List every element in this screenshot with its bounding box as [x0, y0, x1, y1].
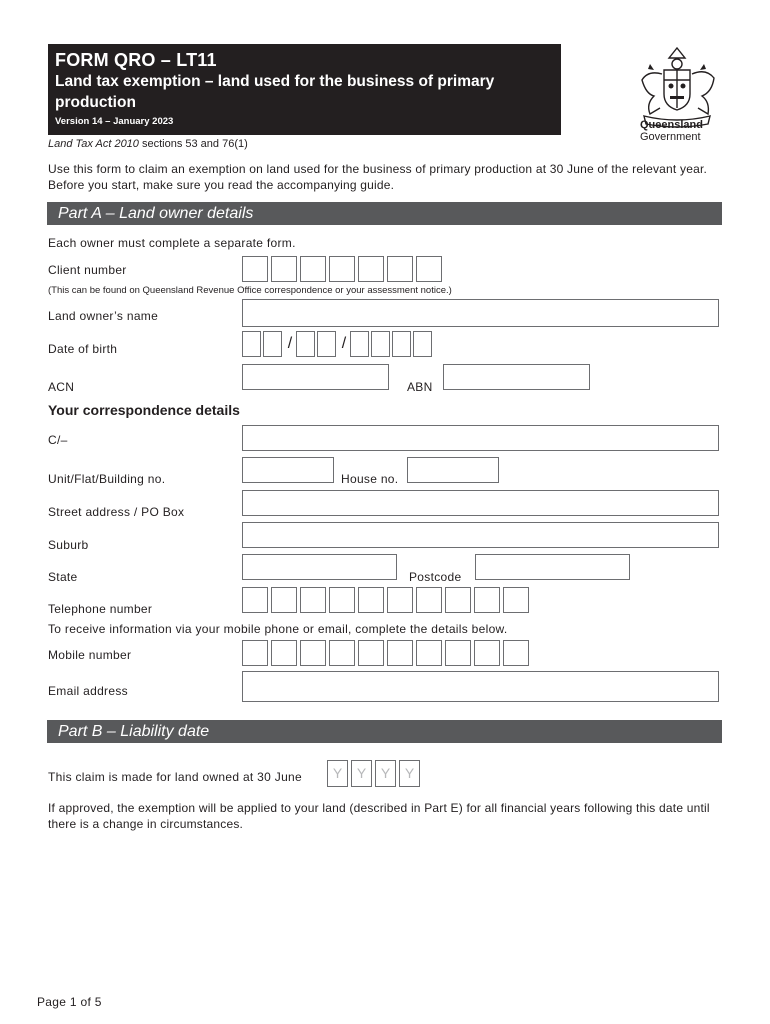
- email-label: Email address: [48, 684, 128, 698]
- unit-field[interactable]: [242, 457, 334, 483]
- year-digit[interactable]: Y: [327, 760, 348, 787]
- contact-note: To receive information via your mobile phone or email, complete the details below.: [48, 622, 508, 636]
- logo-subname: Government: [640, 131, 701, 143]
- mobile-input[interactable]: [242, 640, 532, 666]
- mobile-digit[interactable]: [329, 640, 355, 666]
- year-digit[interactable]: Y: [399, 760, 420, 787]
- street-label: Street address / PO Box: [48, 505, 185, 519]
- client-number-digit[interactable]: [300, 256, 326, 282]
- email-field[interactable]: [242, 671, 719, 702]
- unit-label: Unit/Flat/Building no.: [48, 472, 166, 486]
- liability-year-input[interactable]: [327, 760, 423, 787]
- page-number: Page 1 of 5: [37, 995, 102, 1009]
- year-digit[interactable]: Y: [375, 760, 396, 787]
- telephone-digit[interactable]: [503, 587, 529, 613]
- client-number-digit[interactable]: [358, 256, 384, 282]
- mobile-digit[interactable]: [242, 640, 268, 666]
- mobile-digit[interactable]: [445, 640, 471, 666]
- dob-separator: /: [341, 335, 347, 352]
- part-a-heading: Part A – Land owner details: [47, 202, 722, 225]
- client-number-digit[interactable]: [387, 256, 413, 282]
- postcode-field[interactable]: [475, 554, 630, 580]
- telephone-input[interactable]: [242, 587, 532, 613]
- abn-field[interactable]: [443, 364, 590, 390]
- telephone-label: Telephone number: [48, 602, 153, 616]
- approval-note: If approved, the exemption will be applied to your land (described in Part E) for all financial years following this date until there is a change in circumstances.: [48, 801, 710, 831]
- postcode-label: Postcode: [409, 570, 462, 584]
- dob-year-digit[interactable]: [371, 331, 390, 357]
- form-version: Version 14 – January 2023: [55, 116, 174, 127]
- acn-field[interactable]: [242, 364, 389, 390]
- dob-year-digit[interactable]: [413, 331, 432, 357]
- mobile-label: Mobile number: [48, 648, 132, 662]
- suburb-label: Suburb: [48, 538, 89, 552]
- logo-name: Queensland: [640, 119, 703, 131]
- owner-note: Each owner must complete a separate form.: [48, 236, 296, 250]
- client-number-digit[interactable]: [242, 256, 268, 282]
- care-of-label: C/–: [48, 433, 68, 447]
- intro-text: Use this form to claim an exemption on land used for the business of primary production at 30 June of the relevant year. Before you start, make sure you read the accompanying guide.: [48, 162, 708, 192]
- dob-separator: /: [287, 335, 293, 352]
- mobile-digit[interactable]: [503, 640, 529, 666]
- telephone-digit[interactable]: [242, 587, 268, 613]
- telephone-digit[interactable]: [474, 587, 500, 613]
- dob-day-digit[interactable]: [263, 331, 282, 357]
- dob-month-digit[interactable]: [296, 331, 315, 357]
- dob-label: Date of birth: [48, 342, 118, 356]
- claim-label: This claim is made for land owned at 30 June: [48, 770, 302, 784]
- dob-day-digit[interactable]: [242, 331, 261, 357]
- state-label: State: [48, 570, 78, 584]
- telephone-digit[interactable]: [329, 587, 355, 613]
- mobile-digit[interactable]: [358, 640, 384, 666]
- act-sections: sections 53 and 76(1): [141, 138, 248, 150]
- act-name: Land Tax Act 2010: [48, 138, 139, 150]
- dob-input[interactable]: [242, 331, 434, 357]
- mobile-digit[interactable]: [474, 640, 500, 666]
- acn-label: ACN: [48, 380, 75, 394]
- telephone-digit[interactable]: [416, 587, 442, 613]
- form-code: FORM QRO – LT11: [55, 50, 217, 70]
- mobile-digit[interactable]: [387, 640, 413, 666]
- year-digit[interactable]: Y: [351, 760, 372, 787]
- client-number-digit[interactable]: [271, 256, 297, 282]
- owner-name-label: Land owner’s name: [48, 309, 159, 323]
- dob-year-digit[interactable]: [350, 331, 369, 357]
- act-reference: [48, 138, 248, 150]
- mobile-digit[interactable]: [416, 640, 442, 666]
- telephone-digit[interactable]: [358, 587, 384, 613]
- owner-name-field[interactable]: [242, 299, 719, 327]
- dob-month-digit[interactable]: [317, 331, 336, 357]
- mobile-digit[interactable]: [300, 640, 326, 666]
- state-field[interactable]: [242, 554, 397, 580]
- client-number-input[interactable]: [242, 256, 445, 282]
- house-field[interactable]: [407, 457, 499, 483]
- telephone-digit[interactable]: [387, 587, 413, 613]
- abn-label: ABN: [407, 380, 433, 394]
- correspondence-heading: Your correspondence details: [48, 402, 240, 418]
- care-of-field[interactable]: [242, 425, 719, 451]
- house-label: House no.: [341, 472, 399, 486]
- telephone-digit[interactable]: [271, 587, 297, 613]
- form-title: Land tax exemption – land used for the business of primary production: [55, 73, 495, 111]
- street-field[interactable]: [242, 490, 719, 516]
- client-number-digit[interactable]: [329, 256, 355, 282]
- telephone-digit[interactable]: [300, 587, 326, 613]
- client-number-hint: (This can be found on Queensland Revenue Office correspondence or your assessment notice.): [48, 285, 452, 296]
- client-number-label: Client number: [48, 263, 127, 277]
- suburb-field[interactable]: [242, 522, 719, 548]
- dob-year-digit[interactable]: [392, 331, 411, 357]
- telephone-digit[interactable]: [445, 587, 471, 613]
- client-number-digit[interactable]: [416, 256, 442, 282]
- part-b-heading: Part B – Liability date: [47, 720, 722, 743]
- mobile-digit[interactable]: [271, 640, 297, 666]
- form-header: [48, 44, 561, 135]
